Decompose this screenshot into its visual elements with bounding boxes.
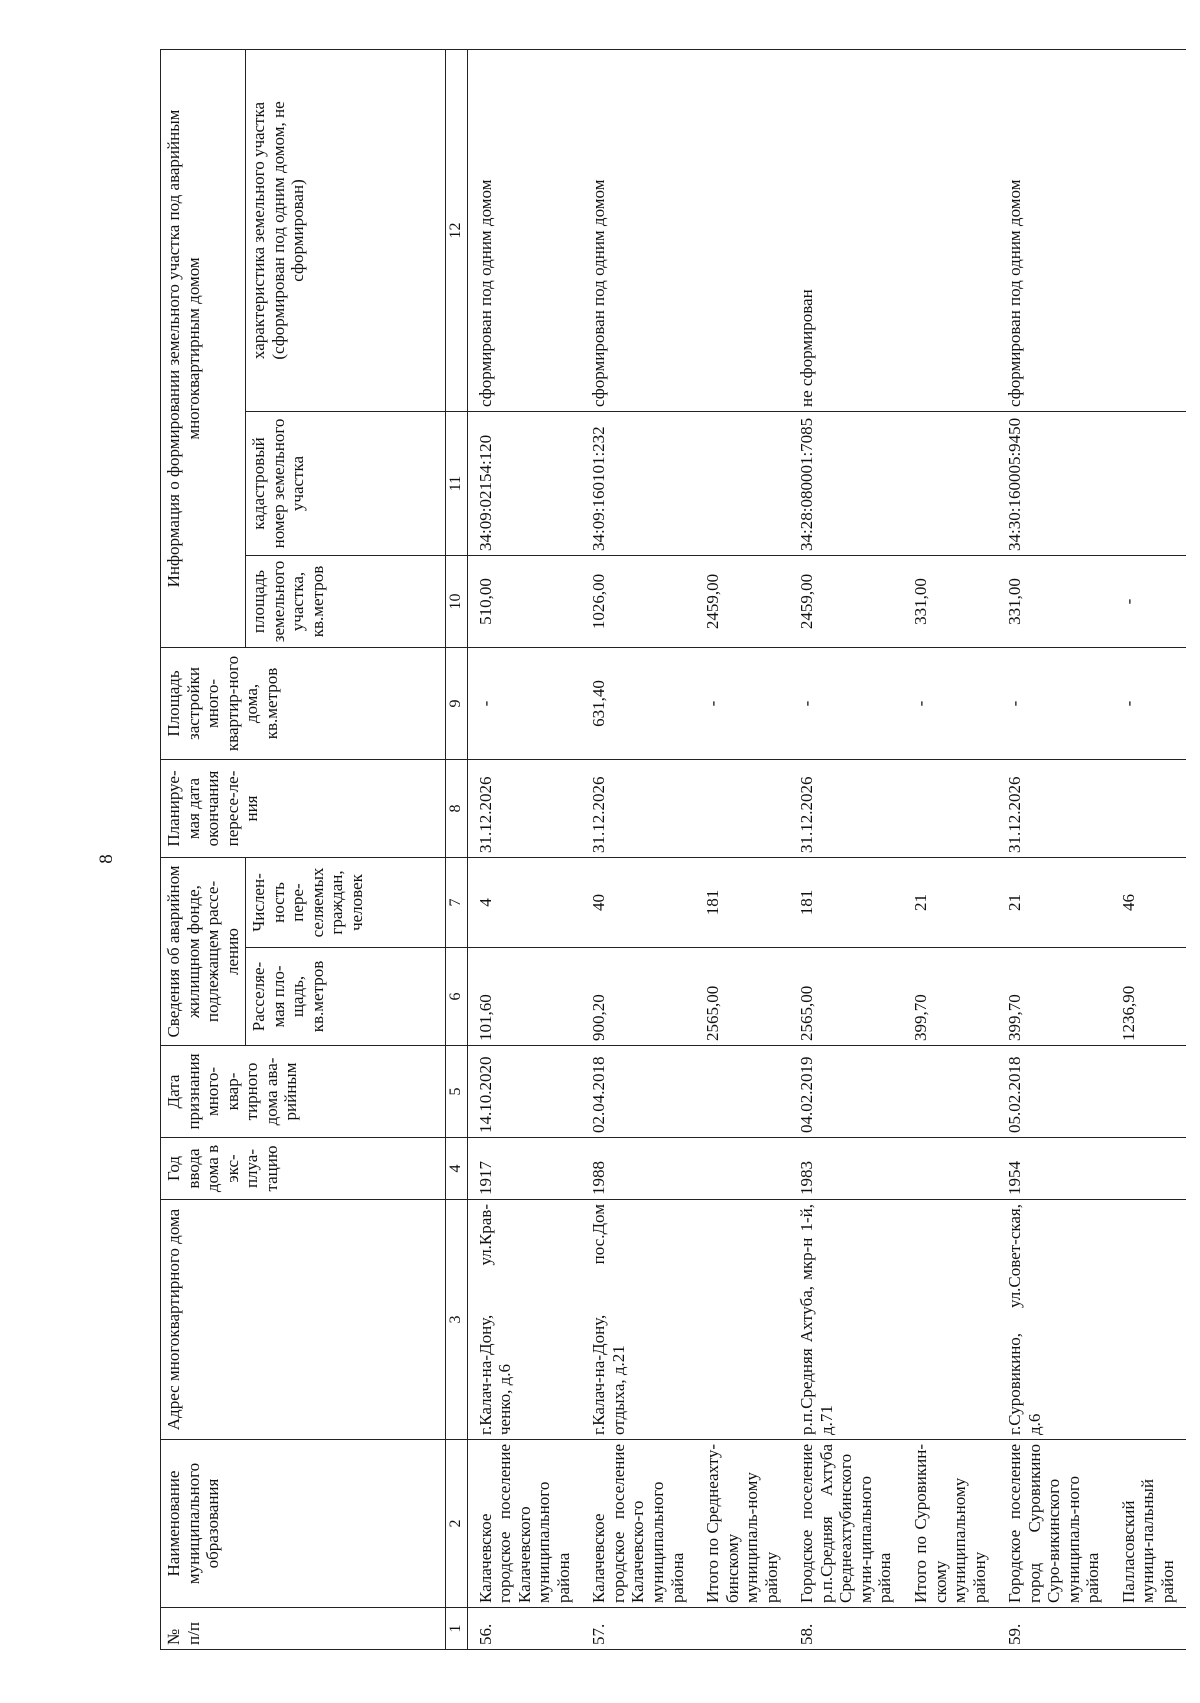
- land-characteristic: сформирован под одним домом: [581, 49, 695, 411]
- resettled-people: 21: [997, 858, 1111, 948]
- house-address: р.п.Средняя Ахтуба, мкр-н 1-й, д.71: [789, 1200, 903, 1440]
- recognition-date: [1111, 1046, 1186, 1138]
- land-characteristic: не сформирован: [789, 49, 903, 411]
- column-number: 8: [446, 760, 467, 858]
- cadastral-number: 34:28:080001:7085: [789, 412, 903, 556]
- land-characteristic: сформирован под одним домом: [467, 49, 581, 411]
- column-number: 12: [446, 49, 467, 411]
- header-recognition-date: Дата признания много-квар-тирного дома ава-рийным: [161, 1046, 446, 1138]
- cadastral-number: 34:09:02154:120: [467, 412, 581, 556]
- resettled-people: 46: [1111, 858, 1186, 948]
- recognition-date: [903, 1046, 997, 1138]
- recognition-date: 05.02.2018: [997, 1046, 1111, 1138]
- resettled-area: 2565,00: [695, 948, 789, 1046]
- resettlement-table-container: [160, 50, 1200, 1650]
- building-area: -: [903, 648, 997, 760]
- column-number: 7: [446, 858, 467, 948]
- column-number: 6: [446, 948, 467, 1046]
- planned-date: 31.12.2026: [789, 760, 903, 858]
- building-area: -: [997, 648, 1111, 760]
- recognition-date: [695, 1046, 789, 1138]
- resettled-people: 4: [467, 858, 581, 948]
- house-address: г.Калач-на-Дону, пос.Дом отдыха, д.21: [581, 1200, 695, 1440]
- commission-year: [903, 1138, 997, 1200]
- recognition-date: 02.04.2018: [581, 1046, 695, 1138]
- header-year: Год ввода дома в экс-плуа-тацию: [161, 1138, 446, 1200]
- cadastral-number: 34:30:160005:9450: [997, 412, 1111, 556]
- row-number: 59.: [997, 1608, 1111, 1650]
- building-area: -: [467, 648, 581, 760]
- commission-year: 1983: [789, 1138, 903, 1200]
- header-cadastral-number: кадастровый номер земельного участка: [246, 412, 446, 556]
- building-area: -: [789, 648, 903, 760]
- resettled-area: 1236,90: [1111, 948, 1186, 1046]
- page-number: 8: [96, 854, 117, 864]
- building-area: -: [695, 648, 789, 760]
- resettled-area: 399,70: [903, 948, 997, 1046]
- header-land-info-group: Информация о формировании земельного участка под аварийным многоквартирным домом: [161, 49, 246, 647]
- header-emergency-fund-group: Сведения об аварийном жилищном фонде, подлежащем рассе-лению: [161, 858, 246, 1046]
- planned-date: 31.12.2026: [467, 760, 581, 858]
- resettled-people: 181: [695, 858, 789, 948]
- table-row: [997, 49, 1111, 1649]
- column-number: 9: [446, 648, 467, 760]
- column-number: 10: [446, 556, 467, 648]
- building-area: -: [1111, 648, 1186, 760]
- row-number: [1111, 1608, 1186, 1650]
- table-row: [581, 49, 695, 1649]
- resettled-area: 101,60: [467, 948, 581, 1046]
- cadastral-number: [903, 412, 997, 556]
- header-municipality: Наименование муниципального образования: [161, 1440, 446, 1608]
- table-row: [903, 49, 997, 1649]
- row-number: 56.: [467, 1608, 581, 1650]
- header-planned-date: Планируе-мая дата окончания пересе-ле-ния: [161, 760, 446, 858]
- municipality-name: Городское поселение р.п.Средняя Ахтуба Среднеахтубинского муни-ципального района: [789, 1440, 903, 1608]
- column-number-row: [446, 49, 467, 1649]
- planned-date: [695, 760, 789, 858]
- table-row: [695, 49, 789, 1649]
- header-address: Адрес многоквартирного дома: [161, 1200, 446, 1440]
- column-number: 3: [446, 1200, 467, 1440]
- land-area: 1026,00: [581, 556, 695, 648]
- house-address: [903, 1200, 997, 1440]
- land-area: -: [1111, 556, 1186, 648]
- table-row: [789, 49, 903, 1649]
- cadastral-number: [695, 412, 789, 556]
- header-resettled-people: Числен-ность пере-селяемых граждан, человек: [246, 858, 446, 948]
- column-number: 11: [446, 412, 467, 556]
- land-area: 331,00: [903, 556, 997, 648]
- header-number: № п/п: [161, 1608, 446, 1650]
- house-address: г.Суровикино, ул.Совет-ская, д.6: [997, 1200, 1111, 1440]
- commission-year: [1111, 1138, 1186, 1200]
- land-characteristic: [695, 49, 789, 411]
- land-area: 2459,00: [789, 556, 903, 648]
- land-area: 2459,00: [695, 556, 789, 648]
- resettled-people: 21: [903, 858, 997, 948]
- header-building-area: Площадь застройки много-квартир-ного дома, кв.метров: [161, 648, 446, 760]
- resettled-people: 181: [789, 858, 903, 948]
- row-number: [695, 1608, 789, 1650]
- planned-date: 31.12.2026: [581, 760, 695, 858]
- commission-year: [695, 1138, 789, 1200]
- municipality-name: Городское поселение город Суровикино Суро-викинского муниципаль-ного района: [997, 1440, 1111, 1608]
- building-area: 631,40: [581, 648, 695, 760]
- house-address: [1111, 1200, 1186, 1440]
- resettled-area: 900,20: [581, 948, 695, 1046]
- cadastral-number: [1111, 412, 1186, 556]
- land-characteristic: сформирован под одним домом: [997, 49, 1111, 411]
- land-characteristic: [903, 49, 997, 411]
- land-area: 331,00: [997, 556, 1111, 648]
- header-land-area: площадь земельного участка, кв.метров: [246, 556, 446, 648]
- header-land-characteristic: характеристика земельного участка (сформирован под одним домом, не сформирован): [246, 49, 446, 411]
- resettled-people: 40: [581, 858, 695, 948]
- house-address: г.Калач-на-Дону, ул.Крав-ченко, д.6: [467, 1200, 581, 1440]
- land-characteristic: [1111, 49, 1186, 411]
- municipality-name: Калачевское городское поселение Калачевско-го муниципального района: [581, 1440, 695, 1608]
- municipality-name: Палласовский муници-пальный район: [1111, 1440, 1186, 1608]
- land-area: 510,00: [467, 556, 581, 648]
- column-number: 2: [446, 1440, 467, 1608]
- table-row: [467, 49, 581, 1649]
- commission-year: 1917: [467, 1138, 581, 1200]
- column-number: 1: [446, 1608, 467, 1650]
- resettlement-table: [160, 49, 1186, 1650]
- resettled-area: 399,70: [997, 948, 1111, 1046]
- recognition-date: 04.02.2019: [789, 1046, 903, 1138]
- commission-year: 1988: [581, 1138, 695, 1200]
- house-address: [695, 1200, 789, 1440]
- planned-date: [903, 760, 997, 858]
- row-number: [903, 1608, 997, 1650]
- table-row: [1111, 49, 1186, 1649]
- planned-date: [1111, 760, 1186, 858]
- row-number: 57.: [581, 1608, 695, 1650]
- commission-year: 1954: [997, 1138, 1111, 1200]
- column-number: 4: [446, 1138, 467, 1200]
- resettled-area: 2565,00: [789, 948, 903, 1046]
- recognition-date: 14.10.2020: [467, 1046, 581, 1138]
- row-number: 58.: [789, 1608, 903, 1650]
- municipality-name: Итого по Суровикин-скому муниципальному району: [903, 1440, 997, 1608]
- cadastral-number: 34:09:160101:232: [581, 412, 695, 556]
- header-resettled-area: Расселяе-мая пло-щадь, кв.метров: [246, 948, 446, 1046]
- planned-date: 31.12.2026: [997, 760, 1111, 858]
- municipality-name: Итого по Среднеахту-бинскому муниципаль-ному району: [695, 1440, 789, 1608]
- municipality-name: Калачевское городское поселение Калачевского муниципального района: [467, 1440, 581, 1608]
- column-number: 5: [446, 1046, 467, 1138]
